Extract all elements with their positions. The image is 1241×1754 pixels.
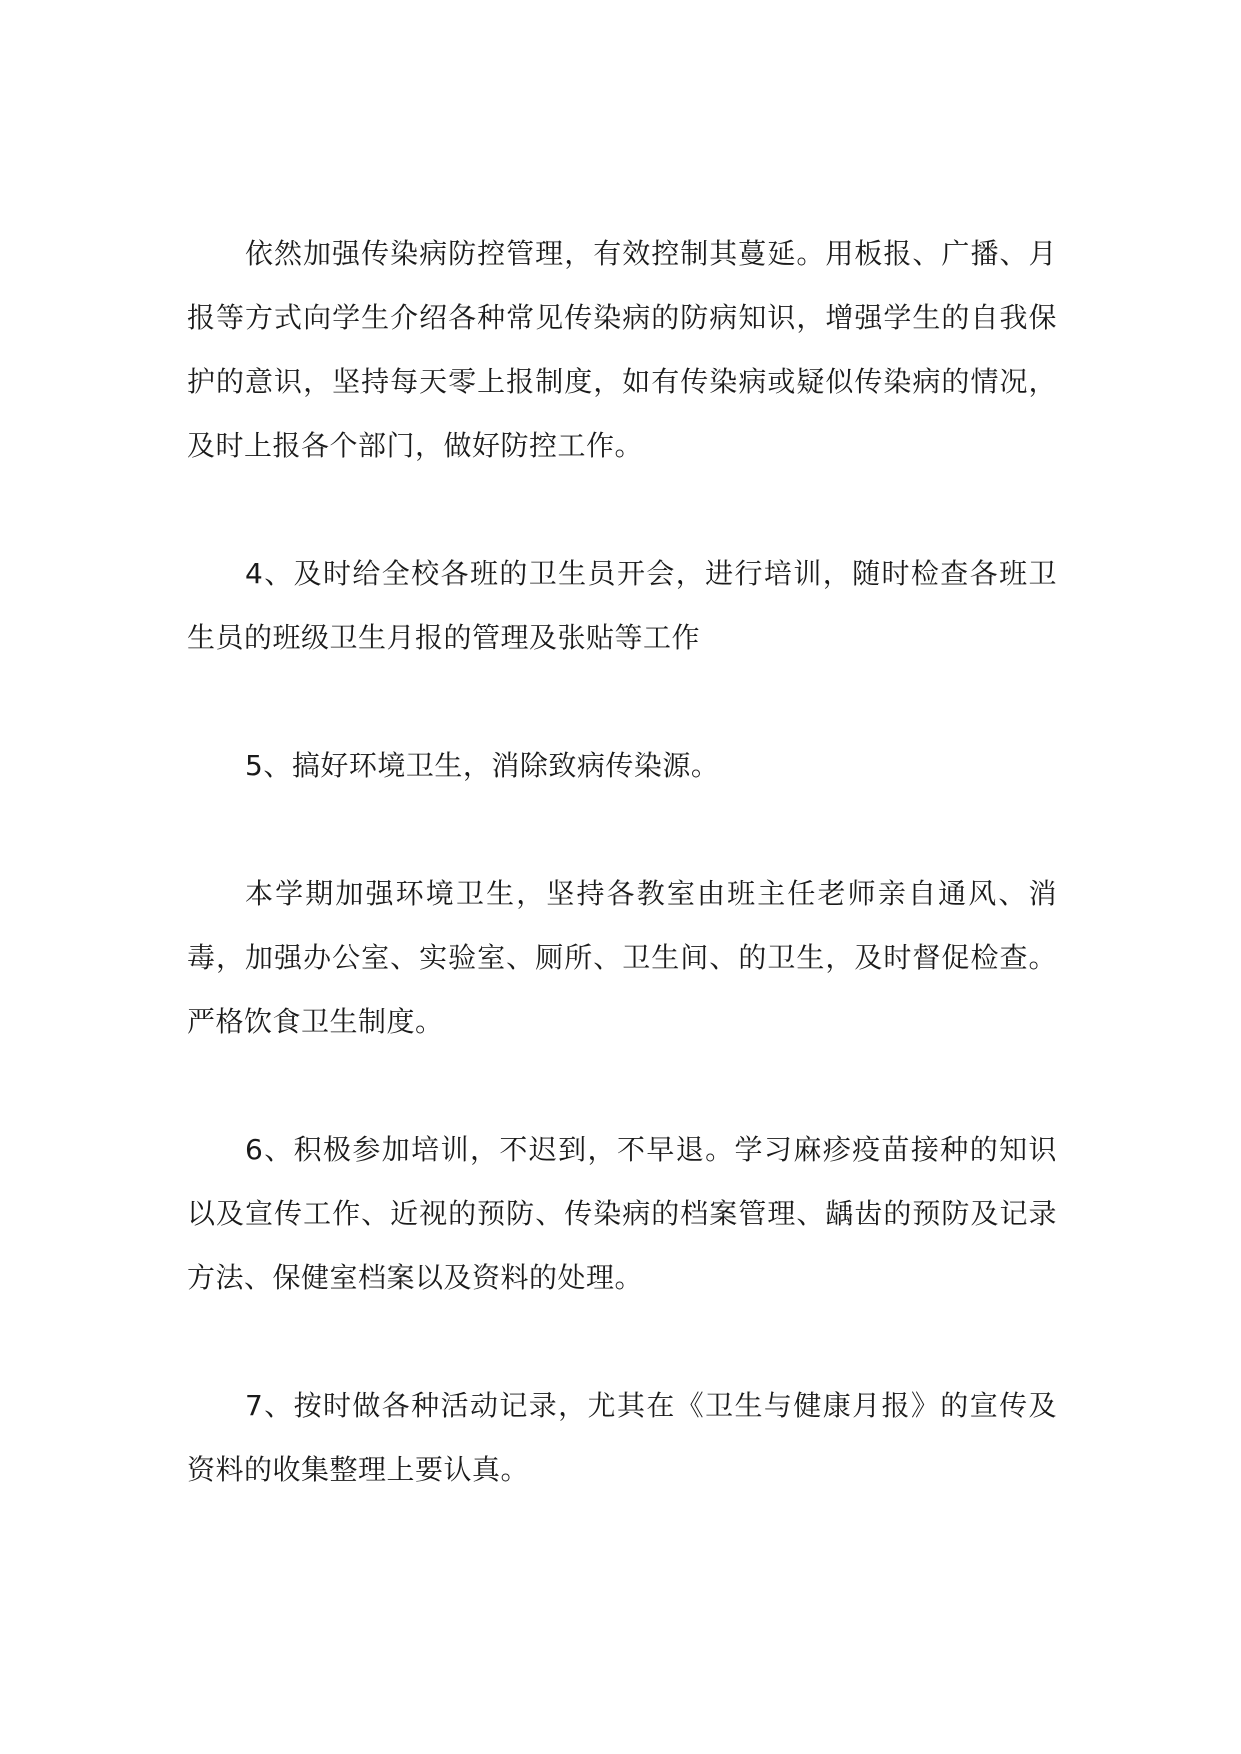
paragraph: 4、及时给全校各班的卫生员开会，进行培训，随时检查各班卫生员的班级卫生月报的管理及张贴等工作 — [187, 557, 1057, 654]
paragraph: 依然加强传染病防控管理，有效控制其蔓延。用板报、广播、月报等方式向学生介绍各种常见传染病的防病知识，增强学生的自我保护的意识，坚持每天零上报制度，如有传染病或疑似传染病的情况，及时上报各个部门，做好防控工作。 — [187, 237, 1057, 462]
paragraph: 本学期加强环境卫生，坚持各教室由班主任老师亲自通风、消毒，加强办公室、实验室、厕所、卫生间、的卫生，及时督促检查。严格饮食卫生制度。 — [187, 877, 1057, 1038]
paragraph: 6、积极参加培训，不迟到，不早退。学习麻疹疫苗接种的知识以及宣传工作、近视的预防、传染病的档案管理、龋齿的预防及记录方法、保健室档案以及资料的处理。 — [187, 1133, 1057, 1294]
paragraph: 7、按时做各种活动记录，尤其在《卫生与健康月报》的宣传及资料的收集整理上要认真。 — [187, 1389, 1057, 1486]
paragraph: 5、搞好环境卫生，消除致病传染源。 — [245, 749, 720, 782]
document-body — [187, 222, 1057, 1566]
